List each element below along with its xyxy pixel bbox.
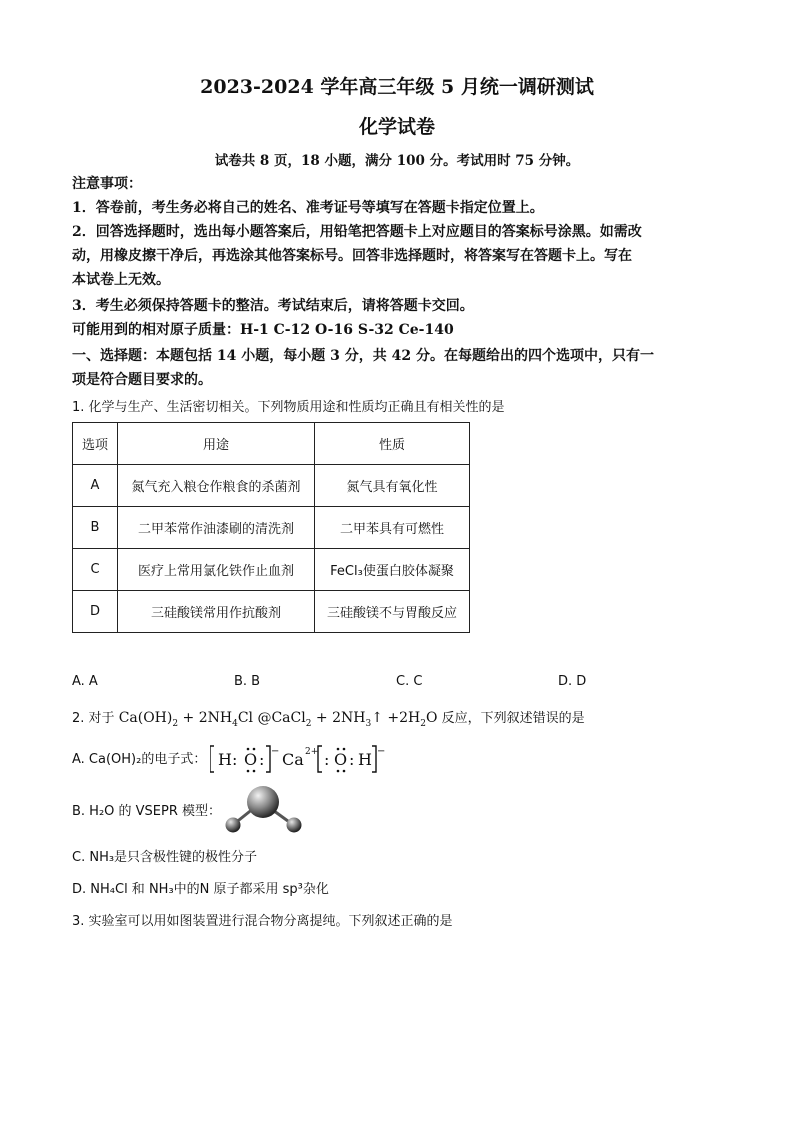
table-row — [73, 465, 470, 507]
q2-stem — [72, 706, 724, 736]
q2-reaction-equation: $Ca(OH)_2 + 2NH_4Cl$ @CaCl$_2$ + $2NH_3↑ +2H_2O$ — [118, 710, 438, 729]
q2-option-a-label: A. Ca(OH)₂的电子式： — [72, 752, 207, 767]
q2-option-d: D. NH₄Cl 和 NH₃中的N 原子都采用 sp³杂化 — [72, 882, 329, 897]
table-cell: FeCl₃使蛋白胶体凝聚 — [315, 549, 470, 591]
table-cell: 二甲苯具有可燃性 — [315, 507, 470, 549]
water-vsepr-model-icon — [218, 782, 308, 838]
table-cell: C — [73, 549, 118, 591]
svg-text::: : — [324, 750, 330, 769]
table-cell: 三硅酸镁常用作抗酸剂 — [118, 591, 315, 633]
q2-stem-suffix: 反应，下列叙述错误的是 — [441, 711, 585, 726]
table-cell: 氮气充入粮仓作粮食的杀菌剂 — [118, 465, 315, 507]
svg-text:H: H — [358, 750, 372, 769]
table-cell: B — [73, 507, 118, 549]
exam-info: 试卷共 8 页，18 小题，满分 100 分。考试用时 75 分钟。 — [214, 153, 580, 169]
exam-title: 2023-2024 学年高三年级 5 月统一调研测试 — [200, 76, 594, 98]
notes-item-2-line-1: 2．回答选择题时，选出每小题答案后，用铅笔把答题卡上对应题目的答案标号涂黑。如需改 — [72, 224, 642, 240]
table-cell: 二甲苯常作油漆刷的清洗剂 — [118, 507, 315, 549]
subject-title: 化学试卷 — [358, 116, 435, 138]
table-row — [73, 591, 470, 633]
q1-choice-d: D. D — [558, 674, 587, 689]
table-header-cell: 选项 — [73, 423, 118, 465]
svg-text:H: H — [218, 750, 232, 769]
notes-item-1: 1．答卷前，考生务必将自己的姓名、准考证号等填写在答题卡指定位置上。 — [72, 200, 544, 216]
table-header-row — [73, 423, 470, 465]
q1-choice-b: B. B — [234, 674, 261, 689]
svg-text:O: O — [334, 750, 348, 769]
q1-choice-a: A. A — [72, 674, 98, 689]
q2-stem-prefix: 2. 对于 — [72, 711, 115, 726]
q3-stem: 3. 实验室可以用如图装置进行混合物分离提纯。下列叙述正确的是 — [72, 914, 453, 929]
notes-item-3: 3．考生必须保持答题卡的整洁。考试结束后，请将答题卡交回。 — [72, 298, 474, 314]
notes-item-2-line-3: 本试卷上无效。 — [72, 272, 170, 288]
q2-option-b-label: B. H₂O 的 VSEPR 模型： — [72, 804, 222, 819]
q1-stem: 1. 化学与生产、生活密切相关。下列物质用途和性质均正确且有相关性的是 — [72, 400, 505, 415]
table-cell: 医疗上常用氯化铁作止血剂 — [118, 549, 315, 591]
table-header-cell: 用途 — [118, 423, 315, 465]
table-cell: D — [73, 591, 118, 633]
notes-item-2-line-2: 动，用橡皮擦干净后，再选涂其他答案标号。回答非选择题时，将答案写在答题卡上。写在 — [72, 248, 632, 264]
table-row — [73, 549, 470, 591]
table-cell: 三硅酸镁不与胃酸反应 — [315, 591, 470, 633]
section-1-line-2: 项是符合题目要求的。 — [72, 372, 212, 388]
table-cell: 氮气具有氧化性 — [315, 465, 470, 507]
svg-text::: : — [349, 750, 355, 769]
caoh2-lewis-structure — [210, 744, 400, 774]
svg-text:2+: 2+ — [305, 747, 319, 757]
table-cell: A — [73, 465, 118, 507]
svg-text:O: O — [244, 750, 258, 769]
table-row — [73, 507, 470, 549]
svg-text:−: − — [377, 746, 386, 757]
svg-text:−: − — [271, 746, 280, 757]
atomic-mass-line: 可能用到的相对原子质量：H-1 C-12 O-16 S-32 Ce-140 — [72, 322, 454, 338]
notes-heading: 注意事项： — [72, 176, 142, 192]
q2-option-c: C. NH₃是只含极性键的极性分子 — [72, 850, 258, 865]
section-1-line-1: 一、选择题：本题包括 14 小题，每小题 3 分，共 42 分。在每题给出的四个选项中，只有一 — [72, 348, 654, 364]
q1-choice-c: C. C — [396, 674, 423, 689]
table-header-cell: 性质 — [315, 423, 470, 465]
svg-text::: : — [232, 750, 238, 769]
svg-text::: : — [259, 750, 265, 769]
q1-options-table — [72, 422, 470, 633]
svg-text:Ca: Ca — [282, 750, 304, 769]
